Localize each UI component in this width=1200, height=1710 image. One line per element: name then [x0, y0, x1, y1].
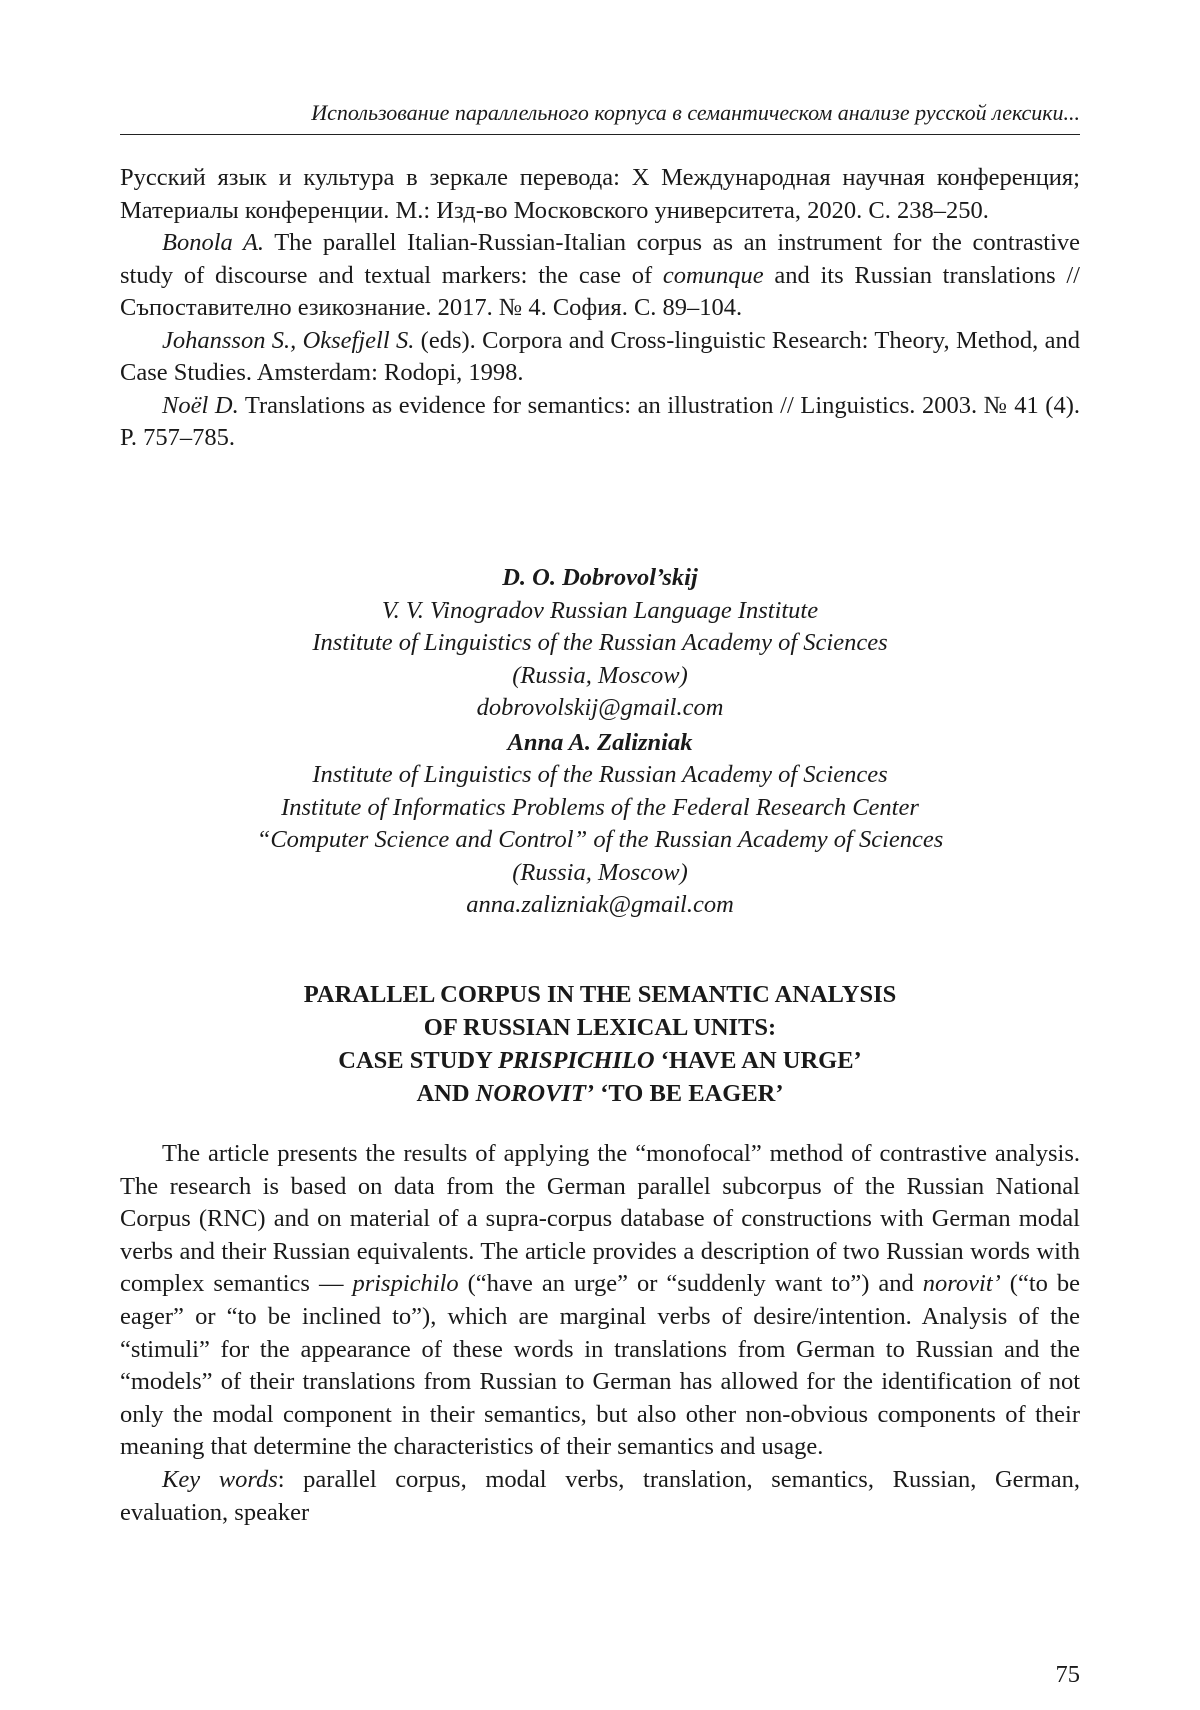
page-number: 75 [1055, 1661, 1080, 1688]
keywords-text: : parallel corpus, modal verbs, translation, semantics, Russian, German, evaluation, speaker [120, 1465, 1080, 1526]
author-email: dobrovolskij@gmail.com [476, 694, 724, 721]
abstract-italic-word: norovit’ [922, 1270, 1001, 1298]
article-title [120, 978, 1080, 1110]
author-email: anna.zalizniak@gmail.com [466, 891, 734, 918]
title-text: ‘HAVE AN URGE’ [654, 1047, 862, 1074]
reference-text: (eds). Corpora and Cross-linguistic Research: Theory, Method, and Case Studies. Amsterdam: Rodopi, 1998. [120, 326, 1080, 386]
abstract-text: (“have an urge” or “suddenly want to”) and [458, 1270, 923, 1298]
reference-text: The parallel Italian-Russian-Italian corpus as an instrument for the contrastive study of discourse and textual markers: the case of [120, 229, 1081, 289]
reference-text: Translations as evidence for semantics: an illustration // Linguistics. 2003. № 41 (4). P. 757–785. [120, 391, 1080, 451]
author-affiliation: Institute of Informatics Problems of the Federal Research Center [281, 793, 919, 821]
running-head: Использование параллельного корпуса в семантическом анализе русской лексики... [311, 100, 1080, 125]
reference-item [120, 390, 1080, 455]
author-block [120, 562, 1080, 922]
reference-author: Johansson S., Oksefjell S. [162, 326, 415, 354]
title-text: CASE STUDY [338, 1047, 499, 1074]
reference-italic-term: comunque [662, 261, 764, 289]
author-name: Anna A. Zalizniak [507, 728, 693, 756]
author-affiliation: Institute of Linguistics of the Russian Academy of Sciences [312, 761, 888, 788]
title-italic-word: PRISPICHILO [498, 1047, 655, 1074]
abstract [120, 1138, 1080, 1529]
abstract-text: The article presents the results of applying the “monofocal” method of contrastive analysis. The research is based on data from the German parallel subcorpus of the Russian National Corpus (RNC) and on material of a supra-corpus database of constructions with German modal verbs and their Russian equivalents. The article provides a description of two Russian words with complex semantics — [120, 1140, 1080, 1298]
abstract-italic-word: prispichilo [352, 1270, 459, 1298]
keywords-label: Key words [162, 1465, 278, 1493]
title-line [120, 1077, 1080, 1110]
reference-author: Bonola A. [162, 229, 265, 256]
title-line [120, 1044, 1080, 1077]
reference-text: and its Russian translations // Съпоставително езикознание. 2017. № 4. София. С. 89–104. [120, 261, 1080, 321]
title-text: ‘TO BE EAGER’ [594, 1080, 784, 1107]
reference-author: Noël D. [162, 391, 239, 419]
title-line: OF RUSSIAN LEXICAL UNITS: [423, 1014, 777, 1041]
author-affiliation: Institute of Linguistics of the Russian Academy of Sciences [312, 629, 888, 656]
title-line: PARALLEL CORPUS IN THE SEMANTIC ANALYSIS [303, 981, 897, 1008]
reference-item [120, 227, 1080, 325]
abstract-text: (“to be eager” or “to be inclined to”), which are marginal verbs of desire/intention. Analysis of the “stimuli” for the appearance of these words in translations from German to Russian and the “models” of their translations from Russian to German has allowed for the identification of not only the modal component in their semantics, but also other non-obvious components of their meaning that determine the characteristics of their semantics and usage. [120, 1270, 1080, 1461]
header-rule [120, 134, 1080, 135]
author-affiliation: (Russia, Moscow) [512, 858, 688, 886]
author-affiliation: “Computer Science and Control” of the Russian Academy of Sciences [256, 826, 944, 853]
reference-item [120, 325, 1080, 390]
keywords-paragraph [120, 1464, 1080, 1529]
author-affiliation: V. V. Vinogradov Russian Language Institute [381, 596, 819, 624]
title-italic-word: NOROVIT’ [475, 1080, 595, 1107]
author-affiliation: (Russia, Moscow) [512, 661, 688, 689]
author-name: D. O. Dobrovol’skij [502, 564, 698, 591]
title-text: AND [416, 1080, 476, 1107]
reference-continuation: Русский язык и культура в зеркале перевода: X Международная научная конференция; Материалы конференции. М.: Изд-во Московского университета, 2020. С. 238–250. [120, 164, 1080, 224]
abstract-paragraph [120, 1138, 1080, 1464]
references [120, 162, 1080, 455]
